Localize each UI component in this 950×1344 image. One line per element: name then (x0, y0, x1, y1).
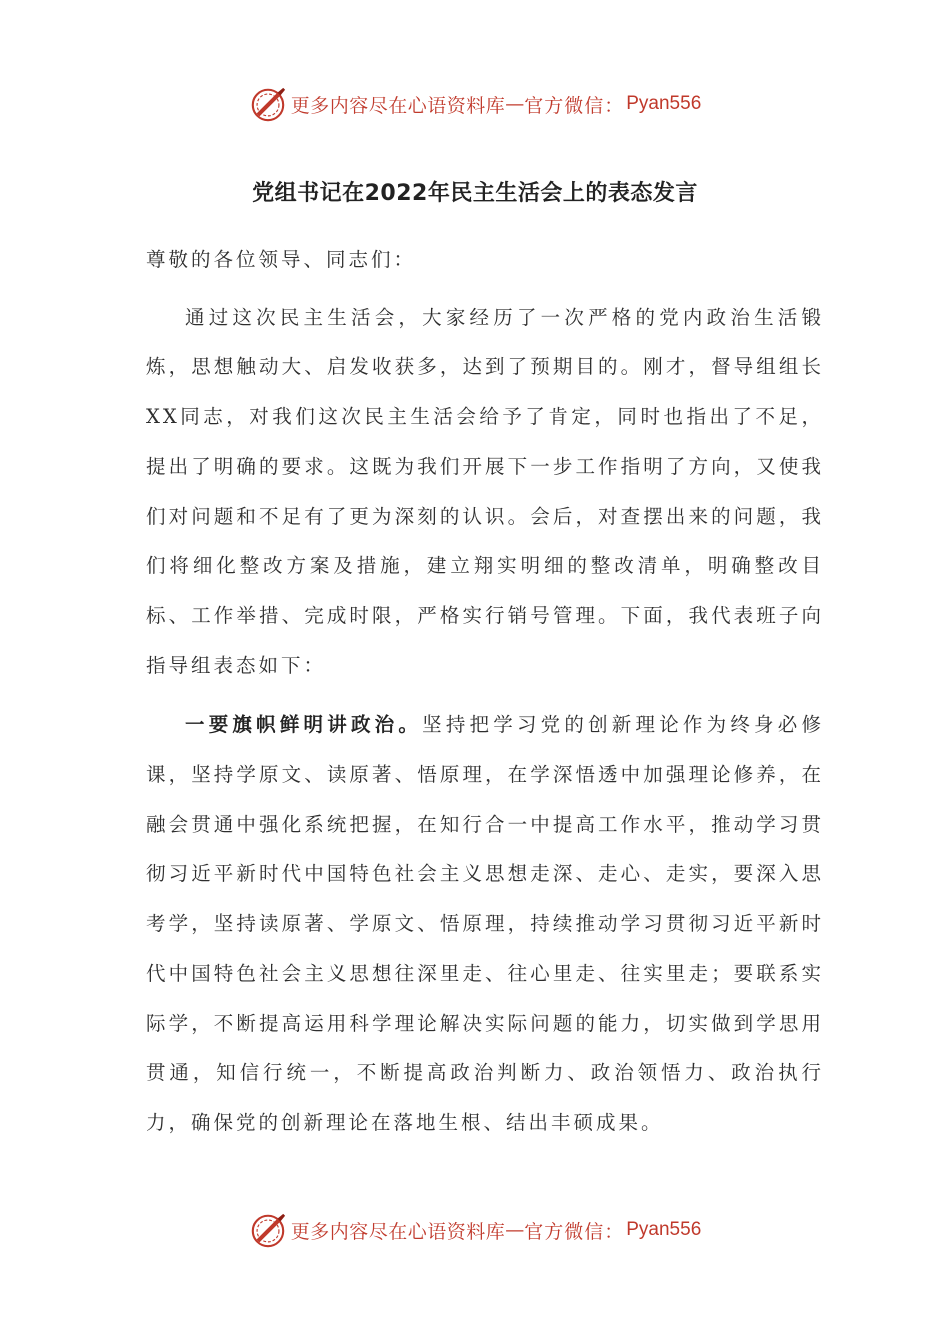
paragraph-intro: 通过这次民主生活会，大家经历了一次严格的党内政治生活锻炼，思想触动大、启发收获多，达到了预期目的。刚才，督导组组长XX同志，对我们这次民主生活会给予了肯定，同时也指出了不足，提出了明确的要求。这既为我们开展下一步工作指明了方向，又使我们对问题和不足有了更为深刻的认识。会后，对查摆出来的问题，我们将细化整改方案及措施，建立翔实明细的整改清单，明确整改目标、工作举措、完成时限，严格实行销号管理。下面，我代表班子向指导组表态如下： (146, 305, 824, 677)
document-title: 党组书记在2022年民主生活会上的表态发言 (252, 181, 698, 206)
banner-official-label: 官方微信： (524, 94, 625, 117)
banner-wechat-id: Pyan556 (626, 1219, 702, 1240)
banner-dash: — (505, 93, 525, 115)
banner-text: 更多内容尽在心语资料库 (290, 94, 506, 117)
banner-official-label: 官方微信： (524, 1220, 625, 1243)
header-banner (0, 84, 950, 124)
banner-dash: — (505, 1219, 525, 1241)
document-body (146, 235, 824, 1158)
paragraph-point-one-body: 坚持把学习党的创新理论作为终身必修课，坚持学原文、读原著、悟原理，在学深悟透中加强理论修养，在融会贯通中强化系统把握，在知行合一中提高工作水平，推动学习贯彻习近平新时代中国特色社会主义思想走深、走心、走实，要深入思考学，坚持读原著、学原文、悟原理，持续推动学习贯彻习近平新时代中国特色社会主义思想往深里走、往心里走、往实里走；要联系实际学，不断提高运用科学理论解决实际问题的能力，切实做到学思用贯通，知信行统一，不断提高政治判断力、政治领悟力、政治执行力，确保党的创新理论在落地生根、结出丰硕成果。 (146, 713, 824, 1134)
banner-wechat-id: Pyan556 (626, 93, 702, 114)
salutation: 尊敬的各位领导、同志们： (146, 248, 417, 271)
footer-banner (0, 1210, 950, 1250)
paragraph-point-one-heading: 一要旗帜鲜明讲政治。 (185, 713, 423, 737)
pen-logo-icon (249, 85, 287, 123)
paragraph-point-one (146, 700, 824, 1147)
banner-text: 更多内容尽在心语资料库 (290, 1220, 506, 1243)
pen-logo-icon (249, 1211, 287, 1249)
